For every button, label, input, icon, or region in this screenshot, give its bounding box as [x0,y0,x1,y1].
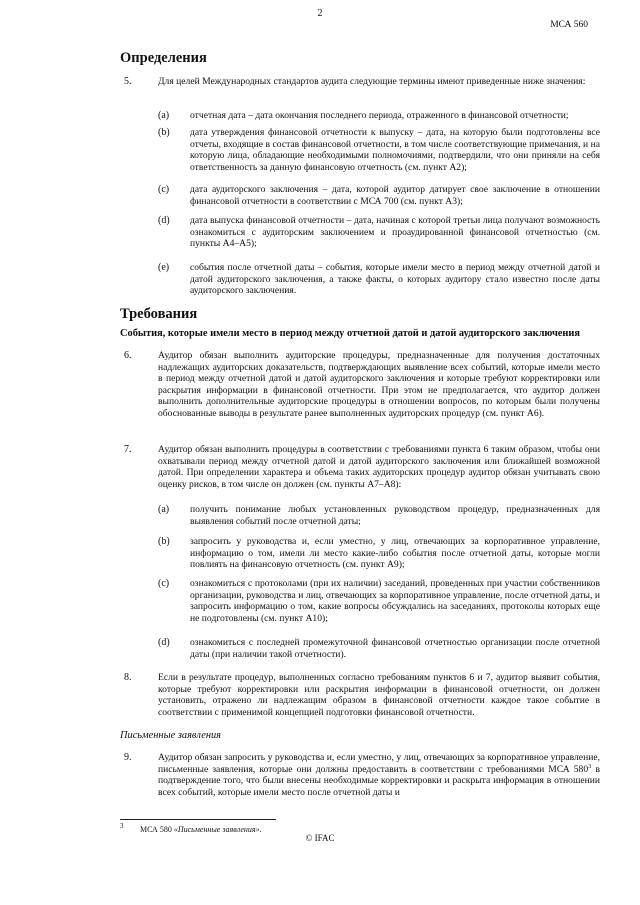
paragraph-8-number: 8. [124,672,132,683]
p5-item-label: (e) [158,262,170,273]
page-number: 2 [317,8,323,19]
written-statements-subheading: Письменные заявления [120,730,222,741]
p5-item-text: события после отчетной даты – события, которые имели место в период между отчетной датой и датой аудиторского заключения, а также факты, о которых аудитору стало известно после даты аудиторского заключения. [190,262,600,297]
paragraph-9-text [158,752,600,798]
footnote-text-italic: «Письменные заявления». [173,825,262,834]
p5-item-text: дата утверждения финансовой отчетности к выпуску – дата, на которую были подготовлены все отчеты, входящие в состав финансовой отчетности, в том числе соответствующие примечания, и на которую лица, обладающие необходимыми полномочиями, подтвердили, что они приняли на себя ответственность за данную финансовую отчетность (см. пункт А2); [190,127,600,173]
requirements-heading: Требования [120,306,198,322]
footnote-number: 3 [120,822,124,830]
p5-item-label: (c) [158,184,170,195]
paragraph-7-number: 7. [124,444,132,455]
p7-item-text: запросить у руководства и, если уместно, у лиц, отвечающих за корпоративное управление, информацию о том, имели ли место какие-либо события после отчетной даты, которые могли повлиять на финансовую отчетность (см. пункт А9); [190,536,600,571]
p5-item-label: (b) [158,127,170,138]
definitions-heading: Определения [120,50,207,66]
p7-item-label: (c) [158,578,170,589]
paragraph-6-text: Аудитор обязан выполнить аудиторские процедуры, предназначенные для получения достаточных надлежащих аудиторских доказательств, подтверждающих выявление всех событий, которые имели место в период между отчетной датой и датой аудиторского заключения и которые требуют корректировки или раскрытия информации в финансовой отчетности. При этом не предполагается, что аудитор должен выполнить дополнительные аудиторские процедуры в отношении вопросов, по которым были получены обоснованные выводы в результате ранее выполненных аудиторских процедур (см. пункт А6). [158,350,600,419]
copyright-footer: © IFAC [305,833,335,843]
paragraph-5-number: 5. [124,76,132,87]
p7-item-label: (a) [158,504,170,515]
p5-item-text: отчетная дата – дата окончания последнего периода, отраженного в финансовой отчетности; [190,110,569,121]
paragraph-9-text-end: в подтверждение того, что были внесены необходимые корректировки и раскрыта информация в отношении всех событий, которые имели место после отчетной даты и [158,763,600,798]
p7-item-text: ознакомиться с последней промежуточной финансовой отчетностью организации после отчетной даты (при наличии такой отчетности). [190,637,600,660]
p5-item-label: (a) [158,110,170,121]
p7-item-text: получить понимание любых установленных руководством процедур, предназначенных для выявления событий после отчетной даты; [190,504,600,527]
p5-item-text: дата выпуска финансовой отчетности – дата, начиная с которой третьи лица получают возможность ознакомиться с аудиторским заключением и проаудированной финансовой отчетностью (см. пункты А4–А5); [190,215,600,250]
paragraph-7-text: Аудитор обязан выполнить процедуры в соответствии с требованиями пункта 6 таким образом, чтобы они охватывали период между отчетной датой и датой аудиторского заключения или ближайшей возможной датой. При определении характера и объема таких аудиторских процедур аудитор обязан учитывать свою оценку рисков, в том числе он должен (см. пункты А7–А8): [158,444,600,490]
p5-item-text: дата аудиторского заключения – дата, которой аудитор датирует свое заключение в отношении финансовой отчетности в соответствии с МСА 700 (см. пункт А3); [190,184,600,207]
p7-item-text: ознакомиться с протоколами (при их наличии) заседаний, проведенных при участии собственников организации, руководства и лиц, отвечающих за корпоративное управление, после отчетной даты, и запросить информацию о том, какие вопросы обсуждались на заседаниях, протоколы которых еще не подготовлены (см. пункт А10); [190,578,600,624]
footnote-text-plain: МСА 580 [140,825,174,834]
p7-item-label: (b) [158,536,170,547]
paragraph-9-text-start: Аудитор обязан запросить у руководства и, если уместно, у лиц, отвечающих за корпоративное управление, письменные заявления, которые они должны предоставить в соответствии с требованиями МСА 580 [158,752,600,775]
footnote-divider [120,819,276,820]
paragraph-5-text: Для целей Международных стандартов аудита следующие термины имеют приведенные ниже значения: [158,76,586,87]
paragraph-9-number: 9. [124,752,132,763]
p5-item-label: (d) [158,215,170,226]
p7-item-label: (d) [158,637,170,648]
document-code: МСА 560 [550,20,588,30]
footnote-reference: 3 [588,762,592,770]
paragraph-6-number: 6. [124,350,132,361]
events-subheading: События, которые имели место в период между отчетной датой и датой аудиторского заключения [120,328,581,339]
paragraph-8-text: Если в результате процедур, выполненных согласно требованиям пунктов 6 и 7, аудитор выявит события, которые требуют корректировки или раскрытия информации в финансовой отчетности, он должен установить, отражено ли надлежащим образом в финансовой отчетности каждое такое событие в соответствии с применимой концепцией подготовки финансовой отчетности. [158,672,600,718]
